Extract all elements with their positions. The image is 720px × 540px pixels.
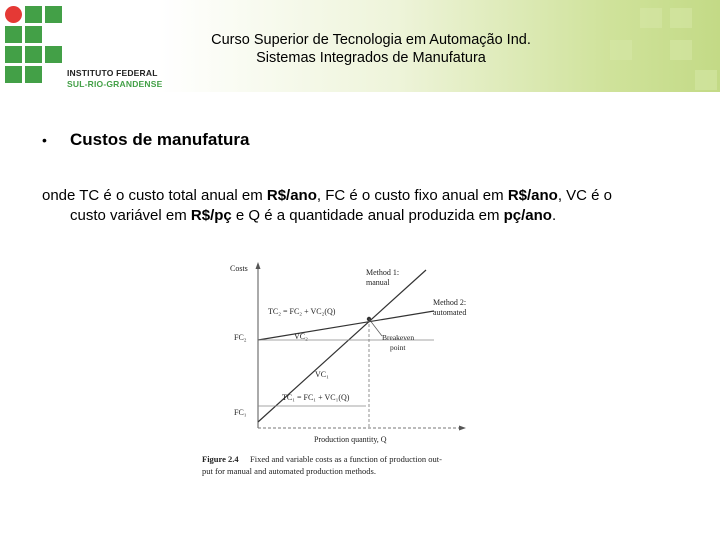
logo-square — [5, 26, 22, 43]
para-text: , VC é o — [557, 187, 613, 204]
logo-text-line1: INSTITUTO FEDERAL — [67, 68, 158, 78]
tc1-equation-label: TC₁ = FC₁ + VC₁(Q) — [282, 393, 350, 402]
para-text: e Q é a quantidade anual produzida em — [231, 207, 504, 224]
para-unit: pç/ano — [503, 207, 552, 224]
caption-figure-number: Figure 2.4 — [202, 454, 239, 464]
para-text: onde TC é o custo total anual em — [42, 187, 267, 204]
para-text: custo variável em — [70, 207, 191, 224]
breakeven-label-line2: point — [390, 343, 406, 352]
breakeven-leader — [369, 319, 382, 336]
vc2-label: VC₂ — [294, 332, 308, 341]
method2-label-line1: Method 2: — [433, 298, 467, 307]
breakeven-label-line1: Breakeven — [382, 333, 415, 342]
method1-label-line2: manual — [366, 278, 390, 287]
page-title — [150, 31, 592, 67]
header-banner — [0, 0, 720, 92]
para-unit: R$/ano — [266, 187, 317, 204]
logo-square — [25, 26, 42, 43]
title-line1: Curso Superior de Tecnologia em Automação Ind. — [211, 32, 531, 48]
method2-label-line2: automated — [433, 308, 467, 317]
x-axis-arrow — [459, 426, 466, 431]
logo-square — [25, 66, 42, 83]
fc1-label: FC₁ — [234, 408, 247, 417]
logo-text-line2: SUL-RIO-GRANDENSE — [67, 79, 163, 89]
logo-square — [45, 46, 62, 63]
method1-label-line1: Method 1: — [366, 268, 400, 277]
x-axis-label: Production quantity, Q — [314, 435, 387, 444]
para-unit: R$/ano — [507, 187, 558, 204]
logo-square — [25, 6, 42, 23]
tc2-equation-label: TC₂ = FC₂ + VC₂(Q) — [268, 307, 336, 316]
para-text: , FC é o custo fixo anual em — [316, 187, 508, 204]
section-heading: Custos de manufatura — [70, 130, 250, 149]
para-line2 — [42, 206, 682, 226]
caption-line1: Fixed and variable costs as a function of production out- — [250, 454, 442, 464]
logo-square — [5, 66, 22, 83]
title-line2: Sistemas Integrados de Manufatura — [256, 50, 486, 66]
para-unit: R$/pç — [190, 207, 232, 224]
para-text: . — [551, 207, 557, 224]
bullet-marker: • — [42, 132, 47, 148]
institution-logo — [5, 6, 163, 89]
vc1-label: VC₁ — [315, 370, 329, 379]
logo-square — [45, 6, 62, 23]
caption-line2: put for manual and automated production methods. — [202, 466, 376, 476]
y-axis-arrow — [256, 262, 261, 269]
logo-red-circle — [5, 6, 22, 23]
fc2-label: FC₂ — [234, 333, 247, 342]
cost-figure — [202, 256, 516, 486]
logo-square — [25, 46, 42, 63]
cost-diagram — [202, 256, 516, 486]
definition-paragraph — [42, 186, 682, 226]
logo-square — [5, 46, 22, 63]
y-axis-label: Costs — [230, 264, 248, 273]
